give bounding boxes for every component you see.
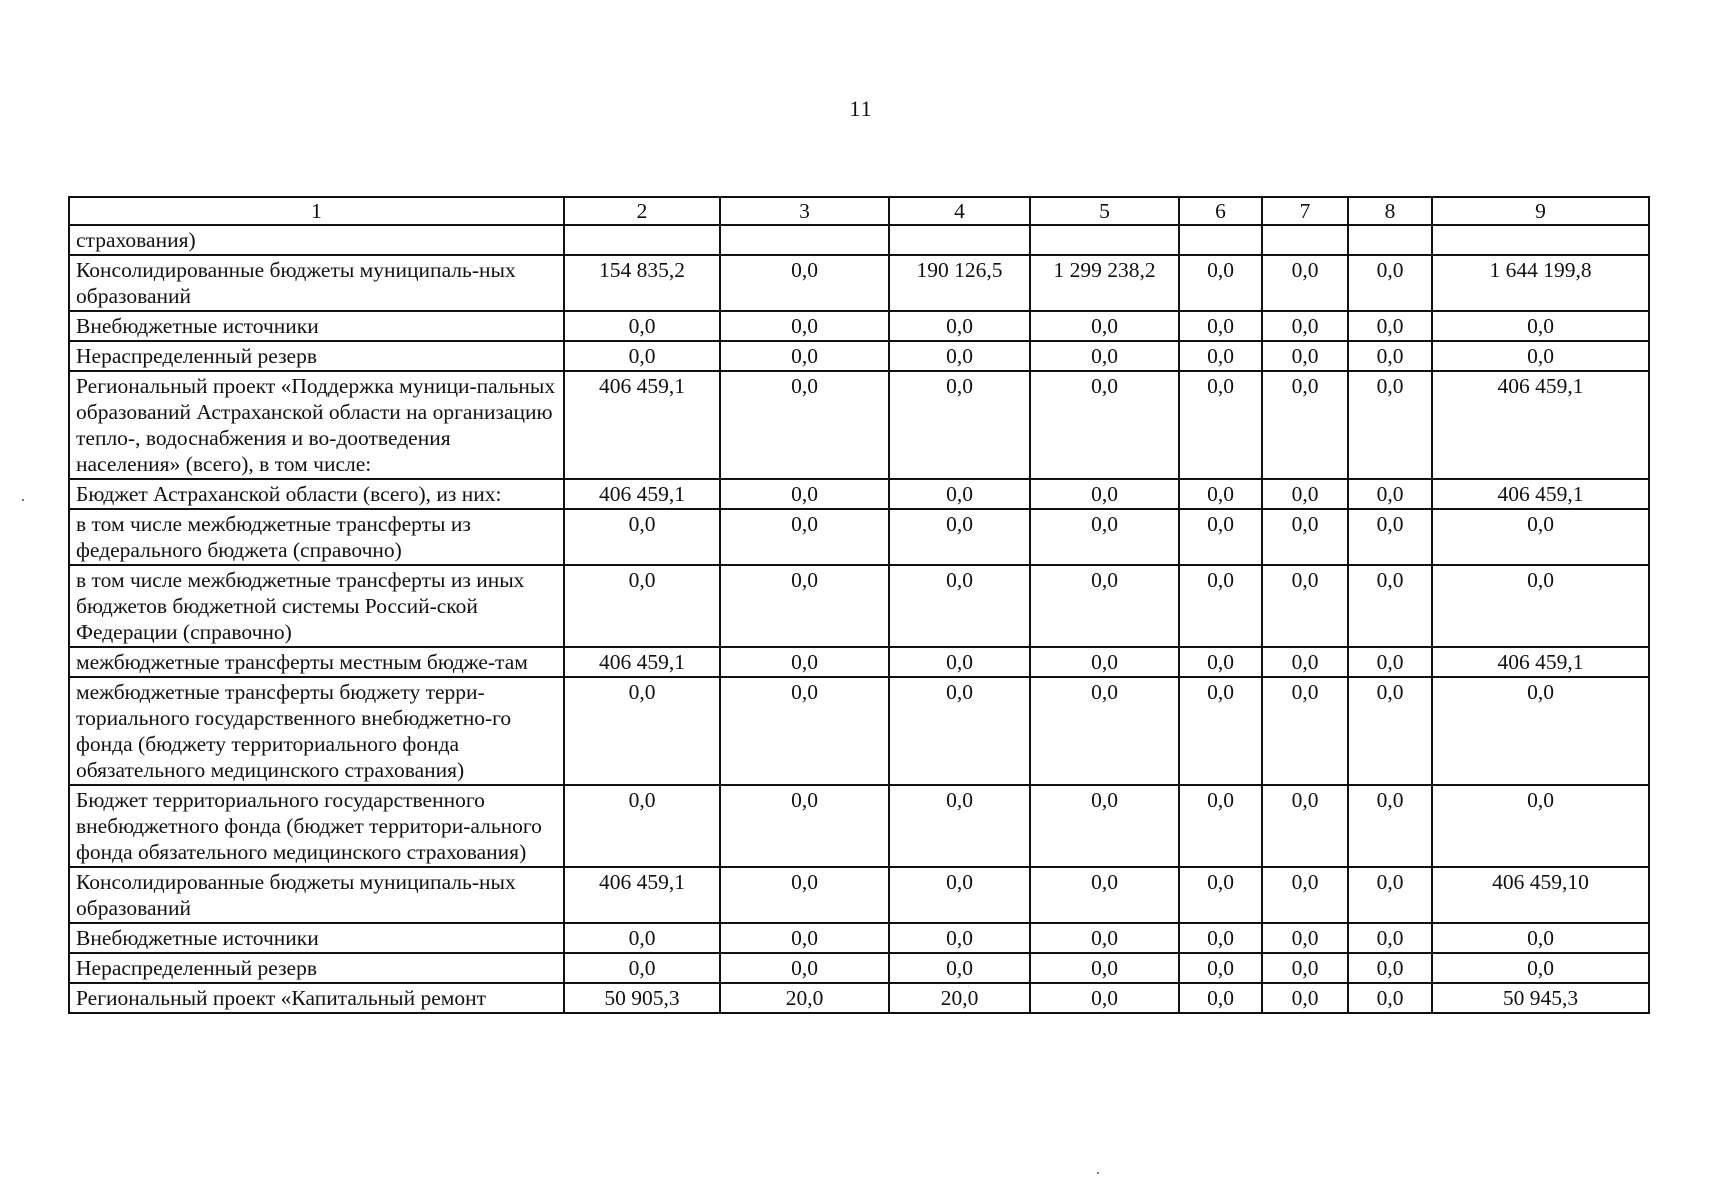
value-cell-col-5: 0,0 — [1030, 479, 1179, 509]
value-cell-col-9: 0,0 — [1432, 923, 1649, 953]
value-cell-col-8: 0,0 — [1348, 341, 1432, 371]
value-cell-col-4: 0,0 — [889, 867, 1030, 923]
value-cell-col-2: 0,0 — [564, 565, 720, 647]
header-row — [69, 197, 1649, 225]
value-cell-col-7: 0,0 — [1262, 923, 1348, 953]
value-cell-col-6: 0,0 — [1179, 565, 1262, 647]
table-row — [69, 509, 1649, 565]
column-header-3: 3 — [720, 197, 889, 225]
value-cell-col-6: 0,0 — [1179, 983, 1262, 1013]
scan-speck — [1097, 1172, 1099, 1174]
value-cell-col-6: 0,0 — [1179, 647, 1262, 677]
value-cell-col-6: 0,0 — [1179, 785, 1262, 867]
value-cell-col-8: 0,0 — [1348, 953, 1432, 983]
value-cell-col-7: 0,0 — [1262, 867, 1348, 923]
value-cell-col-6: 0,0 — [1179, 509, 1262, 565]
table-row — [69, 677, 1649, 785]
scan-speck — [22, 499, 24, 501]
value-cell-col-4: 0,0 — [889, 647, 1030, 677]
value-cell-col-3: 0,0 — [720, 923, 889, 953]
value-cell-col-8: 0,0 — [1348, 647, 1432, 677]
table-row — [69, 565, 1649, 647]
value-cell-col-9: 406 459,1 — [1432, 647, 1649, 677]
value-cell-col-6: 0,0 — [1179, 311, 1262, 341]
value-cell-col-2: 154 835,2 — [564, 255, 720, 311]
value-cell-col-4: 0,0 — [889, 953, 1030, 983]
value-cell-col-3: 0,0 — [720, 677, 889, 785]
value-cell-col-3: 0,0 — [720, 647, 889, 677]
value-cell-col-4: 20,0 — [889, 983, 1030, 1013]
value-cell-col-4 — [889, 225, 1030, 255]
value-cell-col-7: 0,0 — [1262, 255, 1348, 311]
value-cell-col-8: 0,0 — [1348, 479, 1432, 509]
row-label: Консолидированные бюджеты муниципаль-ных образований — [69, 255, 564, 311]
value-cell-col-6: 0,0 — [1179, 255, 1262, 311]
value-cell-col-9: 0,0 — [1432, 953, 1649, 983]
row-label: Региональный проект «Капитальный ремонт — [69, 983, 564, 1013]
value-cell-col-3: 20,0 — [720, 983, 889, 1013]
row-label: страхования) — [69, 225, 564, 255]
value-cell-col-9: 406 459,1 — [1432, 371, 1649, 479]
row-label: межбюджетные трансферты местным бюдже-там — [69, 647, 564, 677]
value-cell-col-3: 0,0 — [720, 565, 889, 647]
value-cell-col-2: 0,0 — [564, 923, 720, 953]
value-cell-col-9: 0,0 — [1432, 341, 1649, 371]
table-row — [69, 479, 1649, 509]
value-cell-col-2: 406 459,1 — [564, 479, 720, 509]
value-cell-col-6: 0,0 — [1179, 677, 1262, 785]
row-label: Консолидированные бюджеты муниципаль-ных образований — [69, 867, 564, 923]
value-cell-col-7: 0,0 — [1262, 341, 1348, 371]
value-cell-col-5: 1 299 238,2 — [1030, 255, 1179, 311]
value-cell-col-9: 50 945,3 — [1432, 983, 1649, 1013]
value-cell-col-9: 0,0 — [1432, 677, 1649, 785]
table-row — [69, 647, 1649, 677]
value-cell-col-8: 0,0 — [1348, 509, 1432, 565]
table-row — [69, 953, 1649, 983]
value-cell-col-3: 0,0 — [720, 255, 889, 311]
value-cell-col-7: 0,0 — [1262, 311, 1348, 341]
table-header — [69, 197, 1649, 225]
table-row — [69, 311, 1649, 341]
value-cell-col-9: 1 644 199,8 — [1432, 255, 1649, 311]
value-cell-col-7: 0,0 — [1262, 565, 1348, 647]
row-label: Нераспределенный резерв — [69, 341, 564, 371]
table-row — [69, 371, 1649, 479]
column-header-2: 2 — [564, 197, 720, 225]
value-cell-col-2: 406 459,1 — [564, 371, 720, 479]
column-header-4: 4 — [889, 197, 1030, 225]
value-cell-col-3: 0,0 — [720, 311, 889, 341]
value-cell-col-7: 0,0 — [1262, 509, 1348, 565]
value-cell-col-9: 0,0 — [1432, 565, 1649, 647]
value-cell-col-5: 0,0 — [1030, 371, 1179, 479]
column-header-1: 1 — [69, 197, 564, 225]
row-label: в том числе межбюджетные трансферты из иных бюджетов бюджетной системы Россий-ской Федерации (справочно) — [69, 565, 564, 647]
value-cell-col-7: 0,0 — [1262, 785, 1348, 867]
value-cell-col-5: 0,0 — [1030, 785, 1179, 867]
value-cell-col-5: 0,0 — [1030, 509, 1179, 565]
column-header-6: 6 — [1179, 197, 1262, 225]
row-label: Внебюджетные источники — [69, 923, 564, 953]
value-cell-col-2: 0,0 — [564, 785, 720, 867]
value-cell-col-4: 0,0 — [889, 923, 1030, 953]
value-cell-col-9: 0,0 — [1432, 785, 1649, 867]
value-cell-col-2 — [564, 225, 720, 255]
column-header-5: 5 — [1030, 197, 1179, 225]
value-cell-col-7: 0,0 — [1262, 479, 1348, 509]
value-cell-col-3: 0,0 — [720, 479, 889, 509]
value-cell-col-9: 406 459,10 — [1432, 867, 1649, 923]
value-cell-col-9: 0,0 — [1432, 509, 1649, 565]
value-cell-col-2: 406 459,1 — [564, 867, 720, 923]
value-cell-col-6: 0,0 — [1179, 479, 1262, 509]
value-cell-col-7: 0,0 — [1262, 953, 1348, 983]
table-row — [69, 341, 1649, 371]
value-cell-col-4: 0,0 — [889, 341, 1030, 371]
value-cell-col-3: 0,0 — [720, 953, 889, 983]
value-cell-col-3: 0,0 — [720, 785, 889, 867]
value-cell-col-7: 0,0 — [1262, 647, 1348, 677]
page-number: 11 — [849, 96, 873, 121]
table-row — [69, 225, 1649, 255]
value-cell-col-5: 0,0 — [1030, 311, 1179, 341]
value-cell-col-5: 0,0 — [1030, 867, 1179, 923]
value-cell-col-2: 0,0 — [564, 953, 720, 983]
value-cell-col-4: 0,0 — [889, 785, 1030, 867]
value-cell-col-3: 0,0 — [720, 371, 889, 479]
value-cell-col-9 — [1432, 225, 1649, 255]
value-cell-col-2: 0,0 — [564, 509, 720, 565]
value-cell-col-8: 0,0 — [1348, 371, 1432, 479]
value-cell-col-8: 0,0 — [1348, 983, 1432, 1013]
value-cell-col-8 — [1348, 225, 1432, 255]
value-cell-col-5: 0,0 — [1030, 983, 1179, 1013]
row-label: Нераспределенный резерв — [69, 953, 564, 983]
table-body — [69, 225, 1649, 1013]
column-header-9: 9 — [1432, 197, 1649, 225]
value-cell-col-2: 50 905,3 — [564, 983, 720, 1013]
row-label: Бюджет территориального государственного внебюджетного фонда (бюджет территори-ального фонда обязательного медицинского страхования) — [69, 785, 564, 867]
value-cell-col-8: 0,0 — [1348, 565, 1432, 647]
value-cell-col-4: 0,0 — [889, 479, 1030, 509]
value-cell-col-8: 0,0 — [1348, 867, 1432, 923]
value-cell-col-2: 0,0 — [564, 311, 720, 341]
value-cell-col-5: 0,0 — [1030, 923, 1179, 953]
column-header-8: 8 — [1348, 197, 1432, 225]
table-row — [69, 867, 1649, 923]
row-label: Бюджет Астраханской области (всего), из них: — [69, 479, 564, 509]
table-row — [69, 923, 1649, 953]
value-cell-col-3 — [720, 225, 889, 255]
value-cell-col-7: 0,0 — [1262, 677, 1348, 785]
value-cell-col-9: 0,0 — [1432, 311, 1649, 341]
value-cell-col-8: 0,0 — [1348, 785, 1432, 867]
table-row — [69, 785, 1649, 867]
column-header-7: 7 — [1262, 197, 1348, 225]
value-cell-col-4: 0,0 — [889, 371, 1030, 479]
value-cell-col-4: 0,0 — [889, 565, 1030, 647]
value-cell-col-6: 0,0 — [1179, 923, 1262, 953]
value-cell-col-8: 0,0 — [1348, 311, 1432, 341]
value-cell-col-2: 406 459,1 — [564, 647, 720, 677]
value-cell-col-5 — [1030, 225, 1179, 255]
value-cell-col-8: 0,0 — [1348, 923, 1432, 953]
row-label: Внебюджетные источники — [69, 311, 564, 341]
value-cell-col-8: 0,0 — [1348, 255, 1432, 311]
table-row — [69, 983, 1649, 1013]
value-cell-col-7: 0,0 — [1262, 371, 1348, 479]
value-cell-col-4: 190 126,5 — [889, 255, 1030, 311]
value-cell-col-5: 0,0 — [1030, 647, 1179, 677]
value-cell-col-5: 0,0 — [1030, 953, 1179, 983]
value-cell-col-6: 0,0 — [1179, 953, 1262, 983]
row-label: в том числе межбюджетные трансферты из федерального бюджета (справочно) — [69, 509, 564, 565]
budget-table — [68, 196, 1650, 1014]
table-row — [69, 255, 1649, 311]
value-cell-col-6: 0,0 — [1179, 867, 1262, 923]
value-cell-col-4: 0,0 — [889, 677, 1030, 785]
value-cell-col-7: 0,0 — [1262, 983, 1348, 1013]
value-cell-col-2: 0,0 — [564, 341, 720, 371]
value-cell-col-2: 0,0 — [564, 677, 720, 785]
value-cell-col-4: 0,0 — [889, 311, 1030, 341]
value-cell-col-7 — [1262, 225, 1348, 255]
value-cell-col-9: 406 459,1 — [1432, 479, 1649, 509]
value-cell-col-8: 0,0 — [1348, 677, 1432, 785]
row-label: межбюджетные трансферты бюджету терри-ториального государственного внебюджетно-го фонда (бюджету территориального фонда обязательного медицинского страхования) — [69, 677, 564, 785]
value-cell-col-3: 0,0 — [720, 867, 889, 923]
value-cell-col-5: 0,0 — [1030, 677, 1179, 785]
value-cell-col-5: 0,0 — [1030, 565, 1179, 647]
value-cell-col-6: 0,0 — [1179, 371, 1262, 479]
value-cell-col-4: 0,0 — [889, 509, 1030, 565]
row-label: Региональный проект «Поддержка муници-пальных образований Астраханской области на организацию тепло-, водоснабжения и во-доотведения населения» (всего), в том числе: — [69, 371, 564, 479]
value-cell-col-6 — [1179, 225, 1262, 255]
value-cell-col-3: 0,0 — [720, 509, 889, 565]
value-cell-col-3: 0,0 — [720, 341, 889, 371]
value-cell-col-5: 0,0 — [1030, 341, 1179, 371]
value-cell-col-6: 0,0 — [1179, 341, 1262, 371]
